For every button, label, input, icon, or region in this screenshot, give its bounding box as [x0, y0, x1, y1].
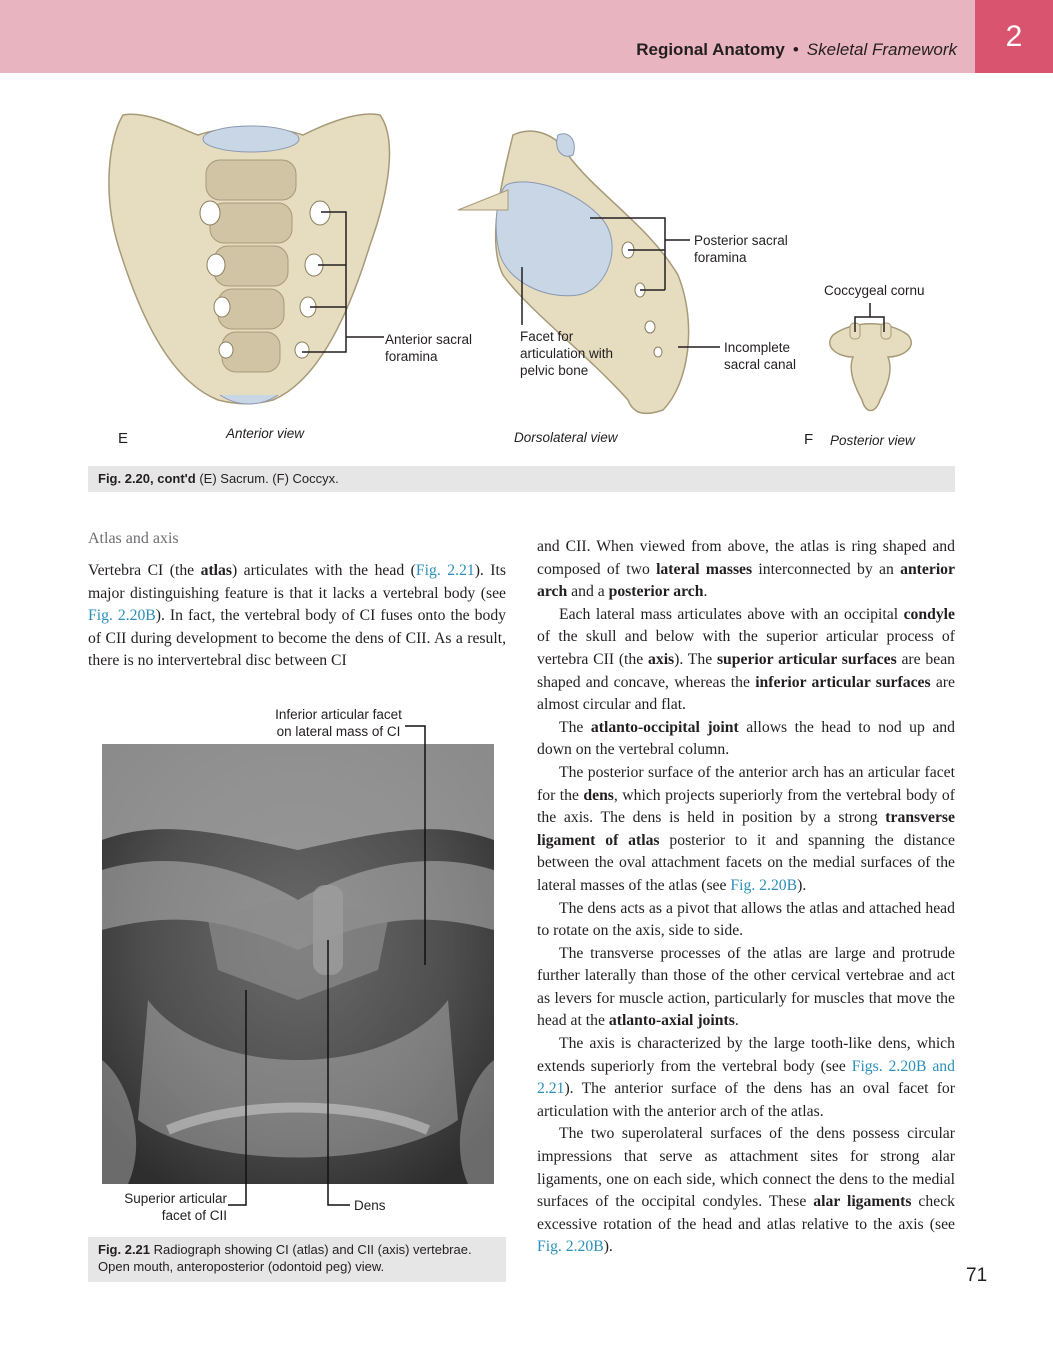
figure-2-20-caption: [88, 466, 955, 492]
running-head-bullet: •: [792, 40, 799, 59]
left-paragraph-1: [88, 560, 506, 673]
label-incomplete-sacral-canal: Incomplete sacral canal: [724, 340, 797, 372]
text-span: The posterior surface of the anterior arch has an articular facet for the: [537, 763, 955, 804]
text-span: , which projects superiorly from the vertebral body of the axis. The dens is held in position by a strong: [537, 786, 955, 827]
text-span: The axis is characterized by the large tooth-like dens, which extends superiorly from the vertebral body (see: [537, 1035, 955, 1075]
text-span: allows the head to nod up and down on the vertebral column.: [537, 718, 955, 759]
text-span: The transverse processes of the atlas are large and protrude further laterally than those of the other cervical vertebrae and act as levers for muscle action, particularly for muscles that move the head at the: [537, 944, 955, 1030]
text-span: The: [559, 718, 591, 736]
radiograph-illustration: [88, 700, 508, 1240]
text-span: check excessive rotation of the head and atlas relative to the axis (see: [537, 1193, 956, 1233]
text-span: posterior to it and spanning the distance between the oval attachment facets on the medial surfaces of the lateral masses of the atlas (see: [537, 831, 956, 894]
left-column: [88, 560, 506, 673]
fig-link-2-20b[interactable]: Fig. 2.20B: [730, 876, 798, 894]
text-span: The two superolateral surfaces of the dens possess circular impressions that serve as attachment sites for strong alar ligaments, one on each side, which connect the dens to the medial surfaces of the occipital condyles. These: [537, 1125, 955, 1211]
text-span: are almost circular and flat.: [537, 673, 955, 714]
right-paragraph-2: [537, 604, 955, 717]
caption-2-20-label: Fig. 2.20, cont'd: [98, 471, 196, 486]
header-band: [0, 0, 975, 73]
label-superior-articular-facet: Superior articular facet of CII: [124, 1191, 227, 1223]
text-span: ). In fact, the vertebral body of CI fuses onto the body of CII during development to become the dens of CII. As a result, there is no intervertebral disc between CI: [88, 607, 507, 670]
text-span: of the skull and below with the superior articular process of vertebra CII (the: [537, 628, 955, 668]
term-superior-articular-surfaces: superior articular surfaces: [716, 650, 897, 668]
fig-link-2-21[interactable]: Fig. 2.21: [415, 562, 475, 579]
text-span: .: [734, 1012, 739, 1030]
text-span: .: [703, 583, 708, 601]
term-dens: dens: [583, 786, 614, 804]
figure-letter-e: E: [118, 430, 129, 447]
text-span: and CII. When viewed from above, the atlas is ring shaped and composed of two: [537, 538, 955, 578]
text-span: ) articulates with the head (: [231, 562, 416, 579]
right-paragraph-4: [537, 762, 955, 898]
fig-link-2-20b[interactable]: Fig. 2.20B: [537, 1238, 604, 1256]
right-paragraph-6: [537, 943, 955, 1033]
section-heading: Atlas and axis: [88, 530, 179, 547]
right-paragraph-8: [537, 1123, 955, 1259]
term-axis: axis: [648, 650, 675, 668]
figure-letter-f: F: [804, 431, 814, 448]
term-atlanto-occipital-joint: atlanto-occipital joint: [590, 718, 739, 736]
label-dens: Dens: [354, 1198, 386, 1213]
label-posterior-sacral-foramina: Posterior sacral foramina: [694, 233, 788, 265]
term-atlanto-axial-joints: atlanto-axial joints: [608, 1012, 735, 1030]
right-column: [537, 536, 955, 1259]
view-dorsolateral: Dorsolateral view: [514, 430, 618, 445]
running-head-subsection: Skeletal Framework: [806, 40, 957, 59]
text-span: are bean shaped and concave, whereas the: [537, 650, 956, 691]
page-number: 71: [966, 1265, 988, 1286]
text-span: ).: [603, 1238, 613, 1256]
label-coccygeal-cornu: Coccygeal cornu: [824, 283, 925, 298]
view-anterior: Anterior view: [226, 426, 305, 441]
caption-2-20-text: (E) Sacrum. (F) Coccyx.: [199, 471, 339, 486]
term-atlas: atlas: [200, 562, 232, 579]
view-posterior: Posterior view: [830, 433, 915, 448]
text-span: ). The: [674, 650, 717, 668]
right-paragraph-1: [537, 536, 955, 604]
label-anterior-sacral-foramina: Anterior sacral foramina: [385, 332, 473, 364]
text-span: ). The anterior surface of the dens has an oval facet for articulation with the anterior arch of the atlas.: [537, 1080, 955, 1120]
label-inferior-articular-facet: Inferior articular facet on lateral mass of CI: [275, 707, 402, 739]
term-transverse-ligament: transverse ligament of atlas: [537, 809, 955, 849]
running-head-section: Regional Anatomy: [636, 40, 785, 59]
fig-link-2-20b-2-21[interactable]: Figs. 2.20B and 2.21: [537, 1057, 955, 1098]
figure-2-20: [88, 95, 958, 460]
text-span: interconnected by an: [752, 560, 901, 578]
right-paragraph-5: The dens acts as a pivot that allows the atlas and attached head to rotate on the axis, side to side.: [537, 899, 955, 940]
term-alar-ligaments: alar ligaments: [813, 1193, 912, 1211]
term-lateral-masses: lateral masses: [656, 560, 753, 578]
caption-2-21-text: Radiograph showing CI (atlas) and CII (axis) vertebrae. Open mouth, anteroposterior (odontoid peg) view.: [98, 1242, 472, 1274]
term-condyle: condyle: [903, 605, 955, 623]
text-span: and a: [567, 583, 609, 601]
fig-link-2-20b[interactable]: Fig. 2.20B: [88, 607, 156, 625]
figure-2-21-caption: [88, 1237, 506, 1282]
term-anterior-arch: anterior arch: [537, 560, 955, 601]
caption-2-21-label: Fig. 2.21: [98, 1242, 151, 1257]
chapter-tab: 2: [975, 0, 1053, 73]
right-paragraph-7: [537, 1033, 955, 1123]
right-paragraph-3: [537, 717, 955, 762]
term-posterior-arch: posterior arch: [608, 583, 704, 601]
figure-2-21: [88, 700, 508, 1240]
text-span: ).: [797, 876, 807, 894]
text-span: Vertebra CI (the: [88, 562, 201, 579]
sacrum-coccyx-illustration: [88, 95, 958, 460]
text-span: ). Its major distinguishing feature is that it lacks a vertebral body (see: [88, 562, 506, 602]
running-head: [636, 40, 957, 60]
text-span: Each lateral mass articulates above with an occipital: [559, 605, 904, 623]
term-inferior-articular-surfaces: inferior articular surfaces: [755, 673, 931, 691]
label-facet-pelvic-bone: Facet for articulation with pelvic bone: [520, 329, 614, 378]
